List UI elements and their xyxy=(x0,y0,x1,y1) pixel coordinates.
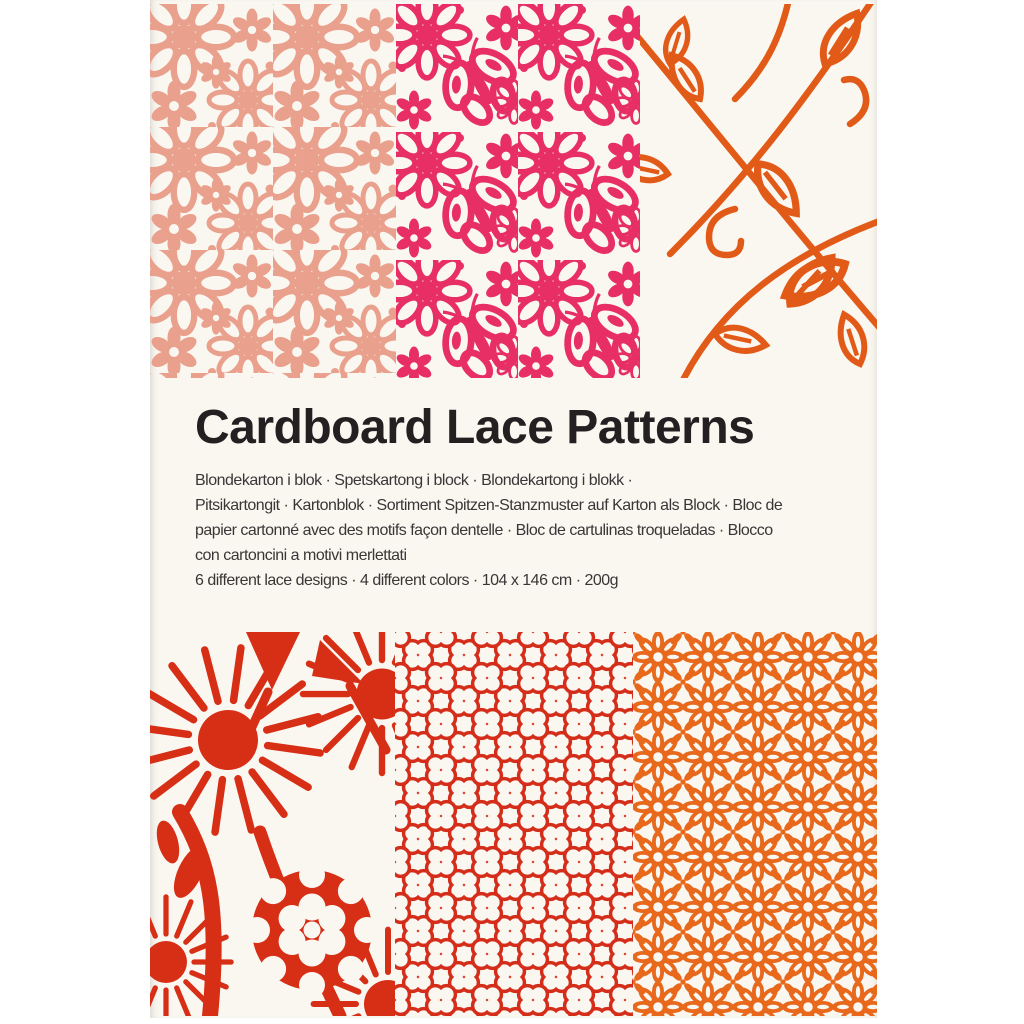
swatch-red-bold-flower-lace xyxy=(150,632,395,1016)
description-line: Pitsikartongit · Kartonblok · Sortiment Spitzen-Stanzmuster auf Karton als Block · Bloc de xyxy=(195,497,783,514)
swatch-pink-butterfly-lace xyxy=(396,4,640,378)
swatch-salmon-flower-lace xyxy=(150,4,396,378)
red-flower-scene xyxy=(150,632,395,1016)
swatch-orange-leaf-vine-lace xyxy=(640,4,877,378)
description-line: con cartoncini a motivi merlettati xyxy=(195,547,407,564)
product-description xyxy=(195,468,782,568)
product-package xyxy=(150,0,877,1018)
product-specs: 6 different lace designs · 4 different colors · 104 x 146 cm · 200g xyxy=(195,572,619,589)
vine-leaves xyxy=(640,7,871,368)
swatch-orange-daisy-grid-lace xyxy=(633,632,877,1016)
product-title: Cardboard Lace Patterns xyxy=(195,401,755,454)
swatch-red-quatrefoil-lace xyxy=(395,632,633,1016)
description-line: papier cartonné avec des motifs façon dentelle · Bloc de cartulinas troqueladas · Blocco xyxy=(195,522,773,539)
description-line: Blondekarton i blok · Spetskartong i block · Blondekartong i blokk · xyxy=(195,472,633,489)
rose-motif xyxy=(244,862,380,998)
